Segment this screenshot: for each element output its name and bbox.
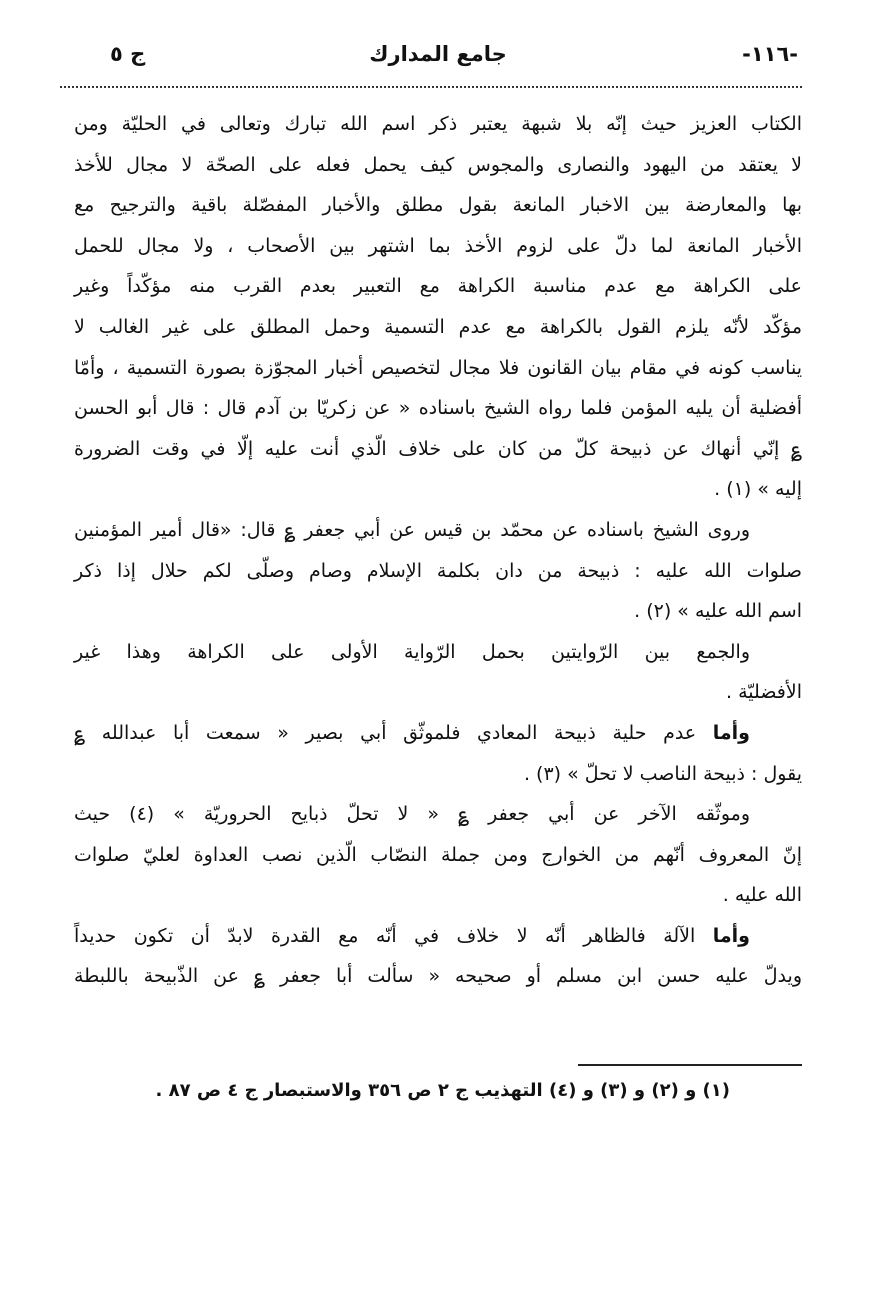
line-text: أفضلية أن يليه المؤمن فلما رواه الشيخ باسناده « عن زكريّا بن آدم قال : قال أبو الحسن (74, 397, 802, 420)
line-text: يناسب كونه في مقام بيان القانون فلا مجال لتخصيص أخبار المجوّزة بصورة التسمية ، وأمّا (74, 356, 802, 379)
text-line (74, 388, 802, 429)
body-text (74, 104, 802, 997)
text-line (74, 469, 802, 510)
line-text: وموثّقه الآخر عن أبي جعفر ؏ « لا تحلّ ذبايح الحروريّة » (٤) حيث (74, 803, 750, 826)
lead-word: وأما (712, 721, 750, 744)
text-line (74, 510, 802, 551)
line-text: لا يعتقد من اليهود والنصارى والمجوس كيف يحمل فعله على الصحّة لا مجال للأخذ (74, 153, 802, 176)
book-title: جامع المدارك (369, 42, 507, 66)
text-line (74, 754, 802, 795)
line-text: الأفضليّة . (726, 681, 802, 704)
text-line (74, 875, 802, 916)
text-line (74, 632, 802, 673)
footnote: (١) و (٢) و (٣) و (٤) التهذيب ج ٢ ص ٣٥٦ والاستبصار ج ٤ ص ٨٧ . (155, 1080, 730, 1101)
text-line (74, 145, 802, 186)
text-line (74, 956, 802, 997)
line-text: عدم حلية ذبيحة المعادي فلموثّق أبي بصير « سمعت أبا عبدالله ؏ (74, 721, 713, 744)
line-text: إنّ المعروف أنّهم من الخوارج ومن جملة النصّاب الّذين نصب العداوة لعليّ صلوات (74, 843, 802, 866)
footnote-divider (578, 1064, 802, 1066)
line-text: وروى الشيخ باسناده عن محمّد بن قيس عن أبي جعفر ؏ قال: «قال أمير المؤمنين (74, 518, 750, 541)
text-line (74, 916, 802, 957)
line-text: الأخبار المانعة لما دلّ على لزوم الأخذ بما اشتهر بين الأصحاب ، ولا مجال للحمل (74, 234, 802, 257)
line-text: بها والمعارضة بين الاخبار المانعة بقول مطلق والأخبار المفصّلة باقية والترجيح مع (74, 194, 802, 217)
text-line (74, 672, 802, 713)
text-line (74, 185, 802, 226)
line-text: على الكراهة مع عدم مناسبة الكراهة مع التعبير بعدم القرب منه مؤكّداً وغير (74, 275, 802, 298)
text-line (74, 835, 802, 876)
line-text: مؤكّد لأنّه يلزم القول بالكراهة مع عدم التسمية وحمل المطلق على غير الغالب لا (74, 315, 802, 338)
text-line (74, 307, 802, 348)
text-line (74, 348, 802, 389)
line-text: اسم الله عليه » (٢) . (634, 600, 802, 623)
line-text: ؏ إنّي أنهاك عن ذبيحة كلّ من كان على خلاف الّذي أنت عليه إلّا في وقت الضرورة (74, 437, 802, 460)
line-text: يقول : ذبيحة الناصب لا تحلّ » (٣) . (523, 762, 802, 785)
text-line (74, 226, 802, 267)
text-line (74, 713, 802, 754)
header-divider (60, 86, 802, 88)
text-line (74, 429, 802, 470)
page-number: -١١٦- (742, 42, 798, 66)
line-text: والجمع بين الرّوايتين بحمل الرّواية الأولى على الكراهة وهذا غير (74, 640, 750, 663)
text-line (74, 266, 802, 307)
line-text: صلوات الله عليه : ذبيحة من دان بكلمة الإسلام وصام وصلّى لكم حلال إذا ذكر (74, 559, 802, 582)
text-line (74, 104, 802, 145)
volume-label: ج ٥ (110, 42, 146, 66)
text-line (74, 794, 802, 835)
line-text: ويدلّ عليه حسن ابن مسلم أو صحيحه « سألت أبا جعفر ؏ عن الذّبيحة باللبطة (74, 965, 802, 988)
text-line (74, 551, 802, 592)
text-line (74, 591, 802, 632)
line-text: الكتاب العزيز حيث إنّه بلا شبهة يعتبر ذكر اسم الله تبارك وتعالى في الحليّة ومن (74, 113, 802, 135)
line-text: إليه » (١) . (714, 478, 802, 501)
lead-word: وأما (712, 924, 750, 947)
line-text: الله عليه . (722, 884, 802, 907)
line-text: الآلة فالظاهر أنّه لا خلاف في أنّه مع القدرة لابدّ أن تكون حديداً (74, 924, 713, 947)
